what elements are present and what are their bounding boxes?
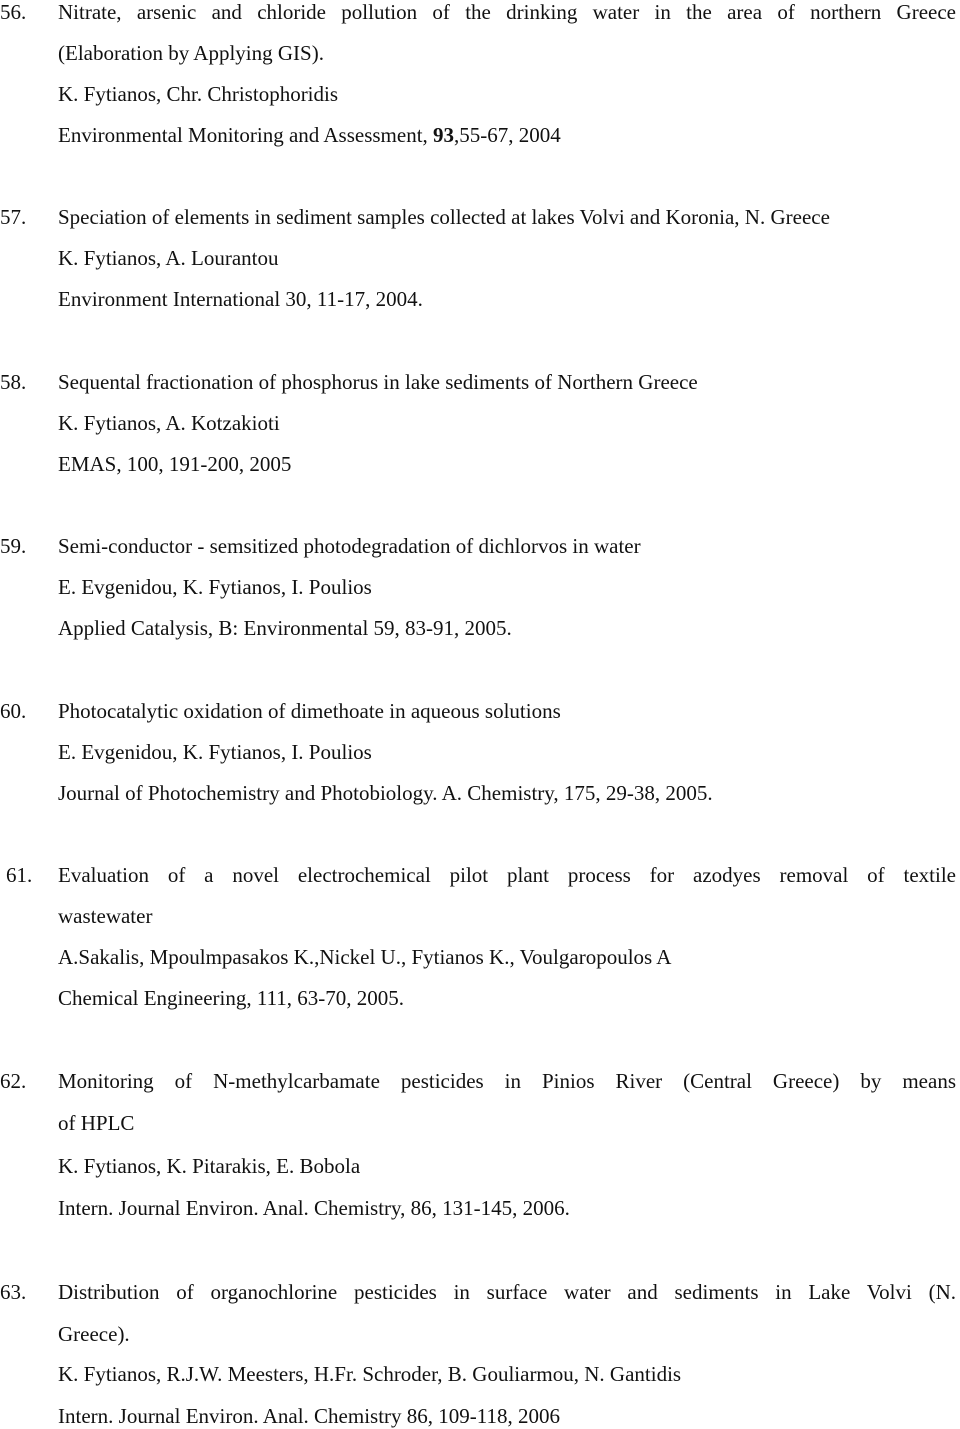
entry-number: 62.: [0, 1069, 27, 1093]
entry-journal: [58, 123, 956, 147]
entry-title-line: Speciation of elements in sediment samples collected at lakes Volvi and Koronia, N. Greece: [58, 205, 830, 229]
entry-number: 63.: [0, 1280, 27, 1304]
entry-journal: Applied Catalysis, B: Environmental 59, 83-91, 2005.: [58, 616, 512, 640]
entry-title-line: Semi-conductor - semsitized photodegradation of dichlorvos in water: [58, 534, 641, 558]
entry-journal: Intern. Journal Environ. Anal. Chemistry 86, 109-118, 2006: [58, 1404, 560, 1428]
entry-authors: K. Fytianos, R.J.W. Meesters, H.Fr. Schroder, B. Gouliarmou, N. Gantidis: [58, 1362, 682, 1386]
entry-journal: Intern. Journal Environ. Anal. Chemistry, 86, 131-145, 2006.: [58, 1196, 570, 1220]
entry-title-line: wastewater: [58, 904, 153, 928]
entry-title-line: Sequental fractionation of phosphorus in lake sediments of Northern Greece: [58, 370, 698, 394]
journal-pages: ,55-67, 2004: [454, 123, 561, 147]
entry-number: 56.: [0, 0, 27, 24]
journal-name: Environmental Monitoring and Assessment,: [58, 123, 434, 147]
entry-title-line: Photocatalytic oxidation of dimethoate in aqueous solutions: [58, 699, 561, 723]
entry-number: 60.: [0, 699, 27, 723]
entry-authors: A.Sakalis, Mpoulmpasakos K.,Nickel U., Fytianos K., Voulgaropoulos A: [58, 945, 672, 969]
entry-journal: EMAS, 100, 191-200, 2005: [58, 452, 292, 476]
entry-authors: K. Fytianos, K. Pitarakis, E. Bobola: [58, 1154, 361, 1178]
entry-number: 59.: [0, 534, 27, 558]
entry-title-line: Evaluation of a novel electrochemical pilot plant process for azodyes removal of textile: [58, 863, 956, 887]
entry-title-line: (Elaboration by Applying GIS).: [58, 41, 324, 65]
entry-title-line: Distribution of organochlorine pesticides in surface water and sediments in Lake Volvi (N.: [58, 1280, 956, 1304]
entry-number: 61.: [6, 863, 33, 887]
entry-number: 57.: [0, 205, 27, 229]
entry-title-line: Monitoring of N-methylcarbamate pesticides in Pinios River (Central Greece) by means: [58, 1069, 956, 1093]
entry-authors: K. Fytianos, A. Kotzakioti: [58, 411, 280, 435]
entry-authors: E. Evgenidou, K. Fytianos, I. Poulios: [58, 740, 372, 764]
entry-title-line: Greece).: [58, 1322, 130, 1346]
entry-title-line: Nitrate, arsenic and chloride pollution of the drinking water in the area of northern Greece: [58, 0, 956, 24]
entry-authors: E. Evgenidou, K. Fytianos, I. Poulios: [58, 575, 372, 599]
entry-journal: Environment International 30, 11-17, 2004.: [58, 287, 423, 311]
entry-title-line: of HPLC: [58, 1111, 135, 1135]
entry-authors: K. Fytianos, Chr. Christophoridis: [58, 82, 339, 106]
entry-journal: Journal of Photochemistry and Photobiology. A. Chemistry, 175, 29-38, 2005.: [58, 781, 713, 805]
entry-journal: Chemical Engineering, 111, 63-70, 2005.: [58, 986, 405, 1010]
entry-number: 58.: [0, 370, 27, 394]
journal-volume: 93: [433, 123, 455, 147]
entry-authors: K. Fytianos, A. Lourantou: [58, 246, 279, 270]
